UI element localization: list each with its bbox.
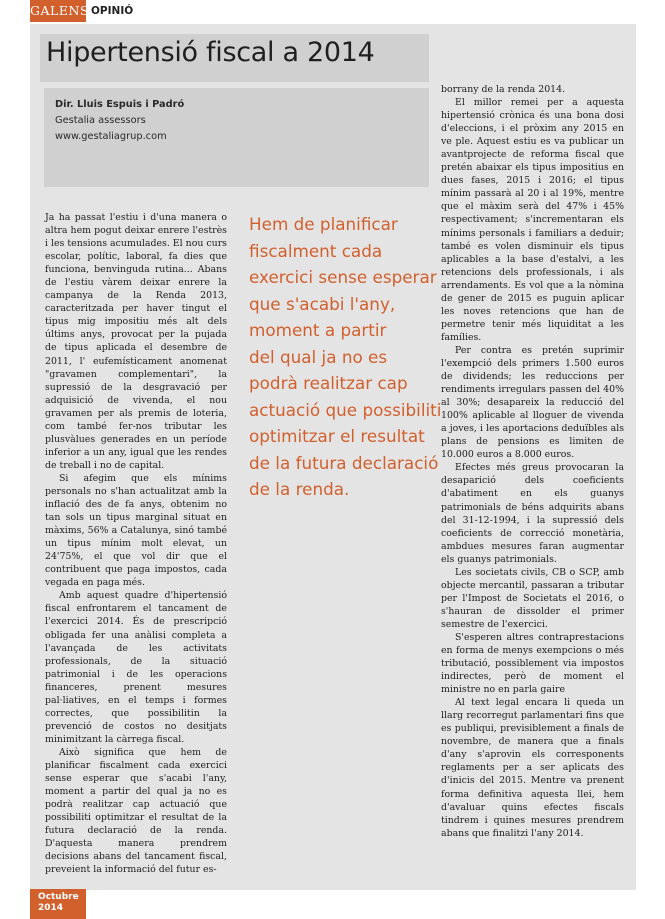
paragraph: Amb aquest quadre d'hipertensió fiscal enfrontarem el tancament de l'exercici 2014. És de prescripció obligada fer una anàlisi completa a l'avançada de les activitats professionals, de la situació patrimonial i de les operacions financeres, prenent mesures pal·liatives, en el temps i formes correctes, que possibilitin la prevenció de costos no desitjats minimitzant la càrrega fiscal.: [45, 590, 227, 745]
paragraph: S'esperen altres contraprestacions en forma de menys exempcions o més tributació, possiblement via impostos indirectes, però de moment el ministre no en parla gaire: [441, 631, 624, 696]
paragraph: Efectes més greus provocaran la desaparició dels coeficients d'abatiment en els guanys patrimonials de béns adquirits abans del 31-12-1994, i la supressió dels coeficients de correcció monetària, ambdues mesures faran augmentar els guanys patrimonials.: [441, 462, 624, 565]
issue-year: 2014: [38, 903, 64, 913]
paragraph: Això significa que hem de planificar fiscalment cada exercici sense esperar que s'acabi l'any, moment a partir del qual ja no es podrà realitzar cap actuació que possibiliti optimitzar el resultat de la futura declaració de la renda. D'aquesta manera prendrem decisions abans del tancament fiscal, preveient la informació del futur es-: [45, 746, 227, 876]
issue-date-badge: [30, 889, 86, 919]
pull-quote-line: del qual ja no es: [249, 346, 388, 367]
pull-quote-line: que s'acabi l'any,: [249, 293, 396, 314]
paragraph: Per contra es pretén suprimir l'exempció dels primers 1.500 euros de dividends; les reduccions per rendiments irregulars passen del 40% al 30%; desapareix la reducció del 100% aplicable al lloguer de vivenda a joves, i les aportacions deduïbles als plans de pensions es limiten de 10.000 euros a 8.000 euros.: [441, 344, 624, 461]
section-label: OPINIÓ: [91, 5, 134, 17]
pull-quote-line: Hem de planificar: [249, 214, 398, 234]
author-name: Dir. Lluis Espuis i Padró: [55, 99, 185, 110]
paragraph: El millor remei per a aquesta hipertensió crònica és una bona dosi d'eleccions, i el pròxim any 2015 en ve ple. Aquest estiu es va publicar un avantprojecte de reforma fiscal que pretén abaixar els tipus impositius en dues fases, 2015 i 2016; el tipus mínim passarà al 20 i al 19%, mentre que el màxim serà del 47% i 45% respectivament; s'incrementaran els mínims personals i familiars a deduir; també es volen disminuir els tipus aplicables a la base d'estalvi, a les retencions dels professionals, i als arrendaments. Es vol que a la nòmina de gener de 2015 es puguin aplicar les noves retencions que han de permetre tenir més liquiditat a les famílies.: [441, 97, 624, 343]
pull-quote-line: de la futura declaració: [249, 452, 439, 473]
magazine-brand: GALENS: [30, 0, 86, 22]
pull-quote-line: de la renda.: [249, 479, 350, 499]
article-title: Hipertensió fiscal a 2014: [46, 37, 375, 68]
author-website: www.gestaliagrup.com: [55, 131, 167, 142]
author-block: [55, 97, 184, 145]
article-column-1: [45, 211, 227, 876]
pull-quote-line: exercici sense esperar: [249, 267, 437, 287]
pull-quote-line: fiscalment cada: [249, 240, 383, 261]
pull-quote: [249, 211, 442, 503]
pull-quote-line: optimitzar el resultat: [249, 426, 425, 446]
pull-quote-line: actuació que possibiliti: [249, 399, 442, 420]
paragraph: Ja ha passat l'estiu i d'una manera o altra hem pogut deixar enrere l'estrès i les tensions acumulades. El nou curs escolar, polític, laboral, fa dies que funciona, benvinguda rutina... Abans de l'estiu vàrem deixar enrere la campanya de la Renda 2013, caracteritzada per haver tingut el tipus mig impositiu més alt dels últims anys, provocat per la pujada de tipus aplicada el desembre de 2011, l' eufemísticament anomenat "gravamen complementari", la supressió de la desgravació per adquisició de vivenda, el nou gravamen per als premis de loteria, com també fer-nos tributar les plusvàlues generades en un període inferior a un any, igual que les rendes de treball i no de capital.: [45, 212, 227, 471]
pull-quote-line: podrà realitzar cap: [249, 373, 408, 393]
pull-quote-line: moment a partir: [249, 320, 387, 340]
article-column-3: [441, 83, 624, 840]
issue-month: Octubre: [38, 892, 79, 902]
paragraph: Si afegim que els mínims personals no s'han actualitzat amb la inflació des de fa anys, obtenim no tan sols un tipus marginal situat en màxims, 56% a Catalunya, sinó també un tipus mínim molt elevat, un 24'75%, el que vol dir que el contribuent que paga impostos, cada vegada en paga més.: [45, 472, 227, 589]
author-company: Gestalia assessors: [55, 115, 146, 126]
paragraph: Al text legal encara li queda un llarg recorregut parlamentari fins que es publiqui, previsiblement a finals de novembre, de manera que a finals d'any s'aprovin els corresponents reglaments per a ser aplicats des d'inicis del 2015. Mentre va prenent forma definitiva aquesta llei, hem d'avaluar quins efectes fiscals tindrem i quines mesures prendrem abans que finalitzi l'any 2014.: [441, 697, 624, 839]
paragraph: Les societats civils, CB o SCP, amb objecte mercantil, passaran a tributar per l'Impost de Societats el 2016, o s'hauran de dissolder el primer semestre de l'exercici.: [441, 566, 624, 630]
paragraph: borrany de la renda 2014.: [441, 84, 566, 95]
